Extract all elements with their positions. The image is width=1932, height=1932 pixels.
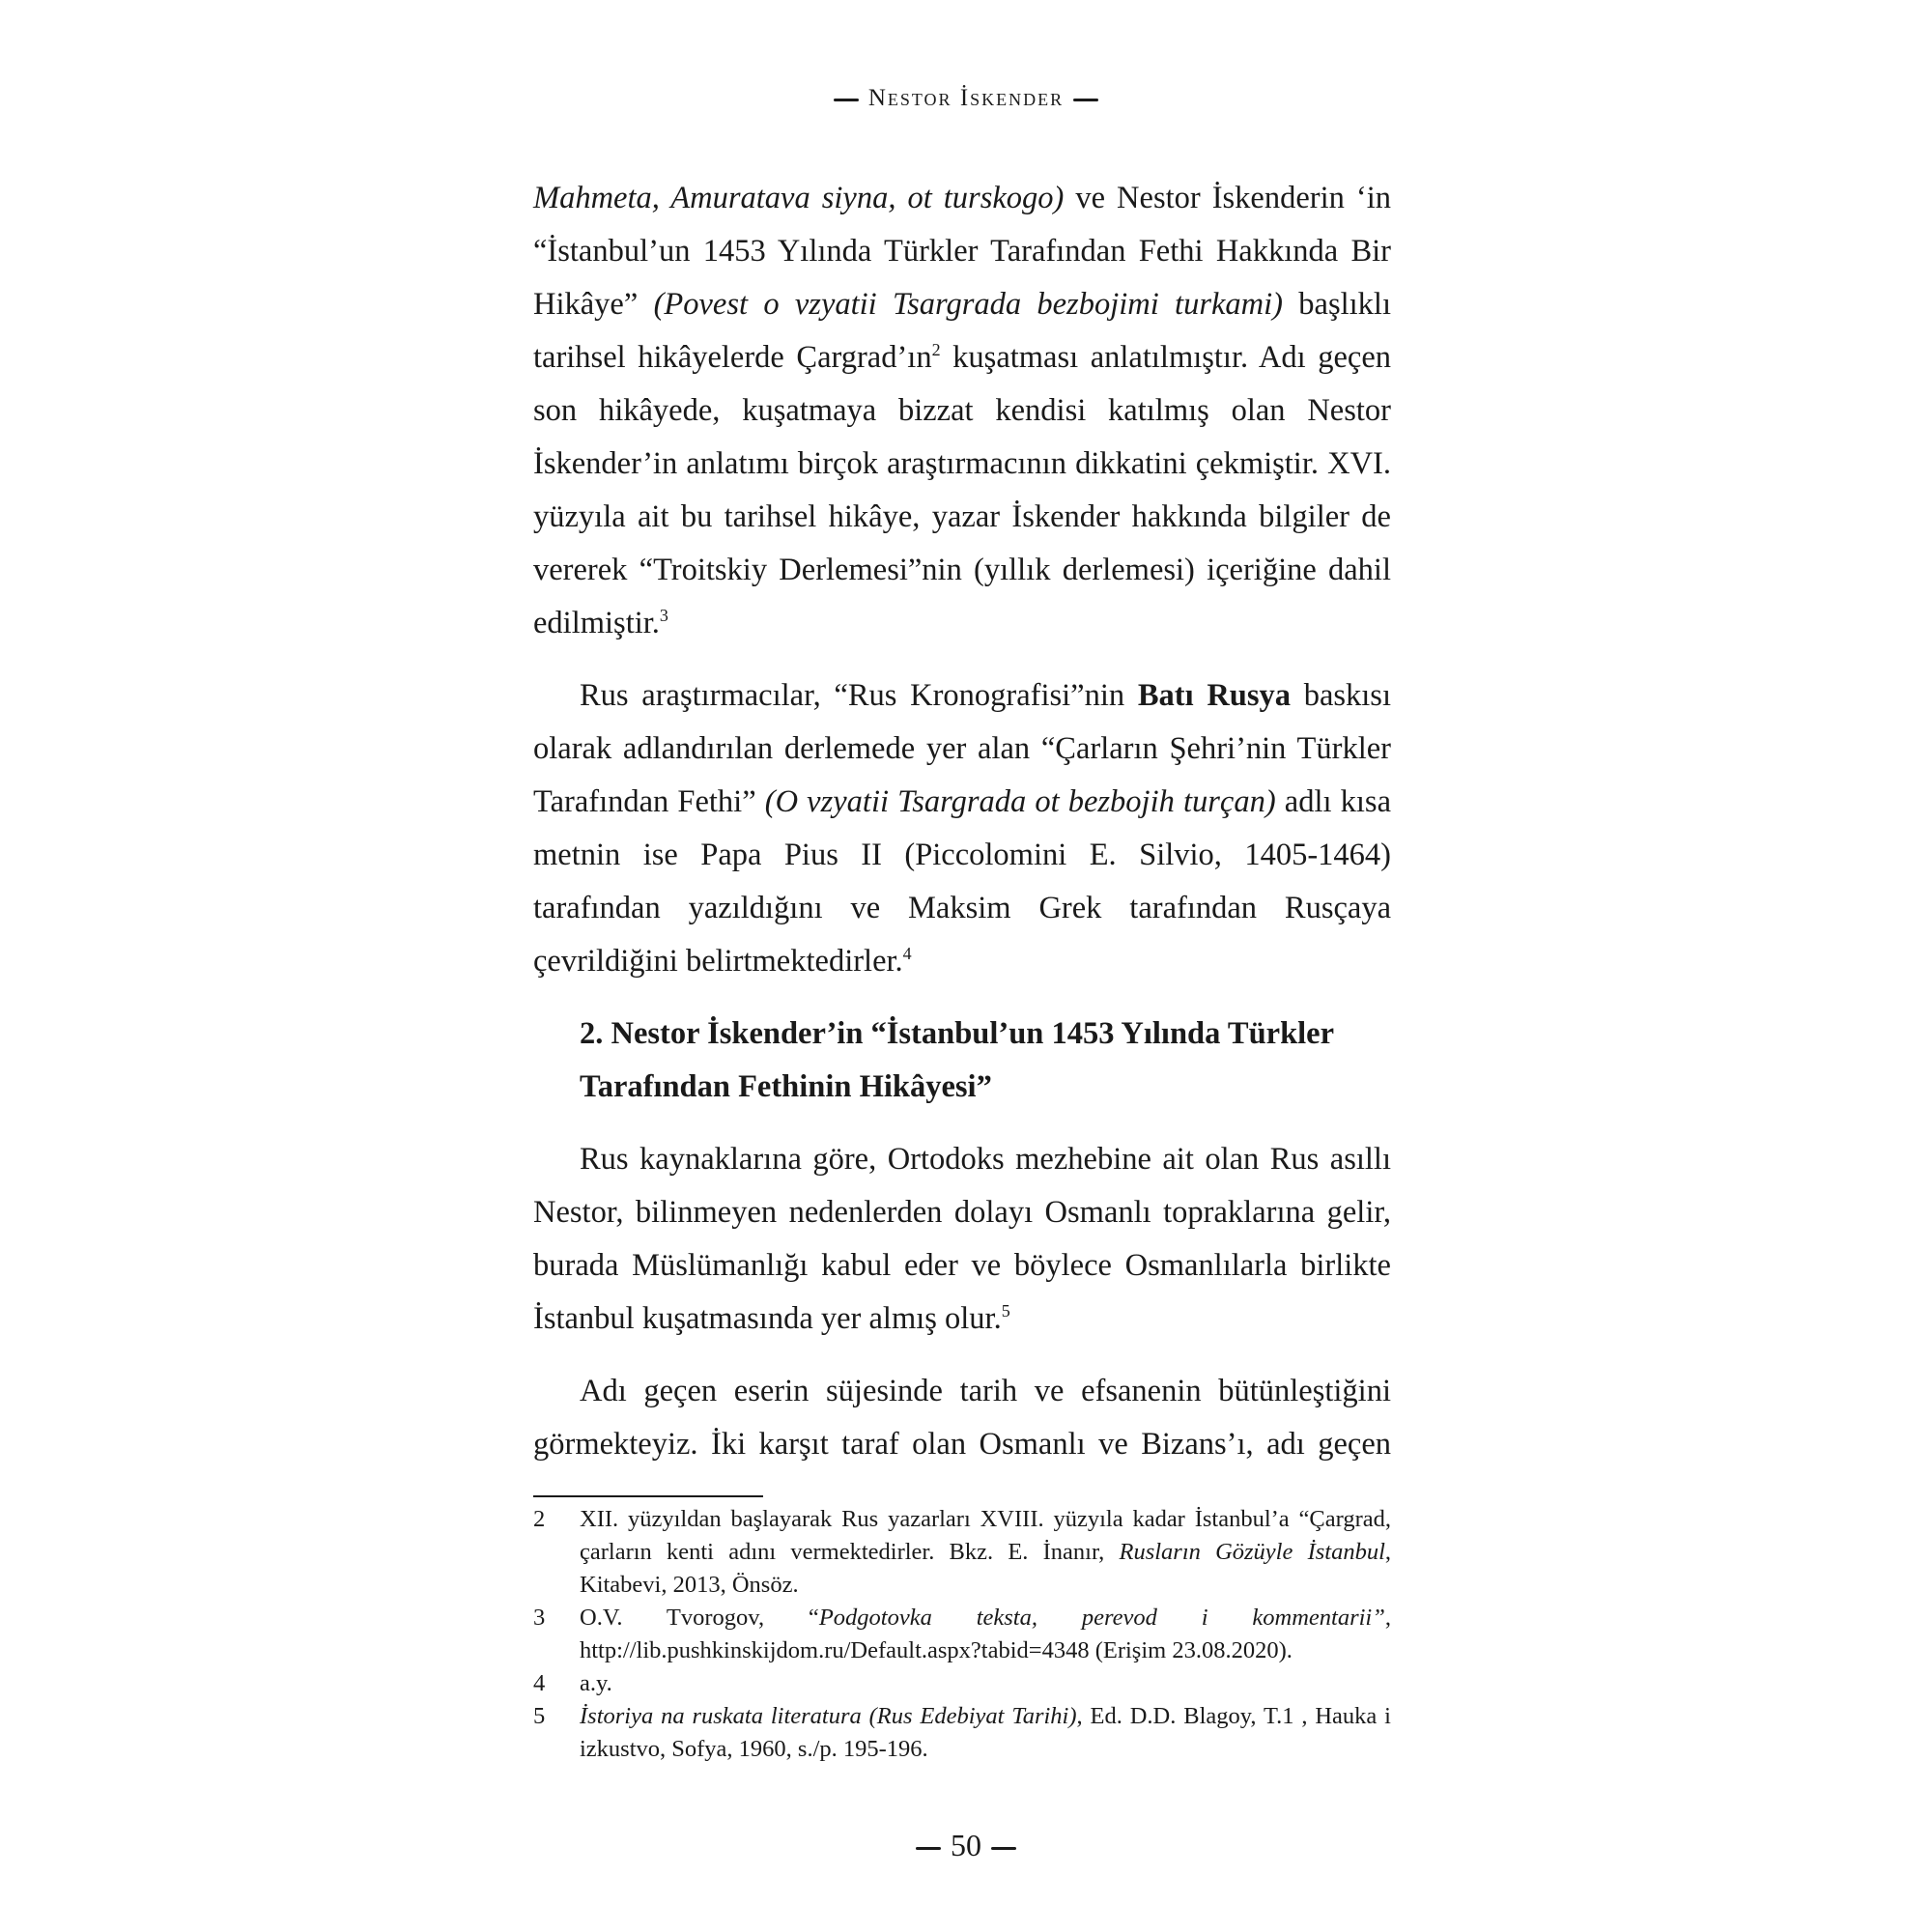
running-header bbox=[0, 85, 1932, 112]
ornament-dash-left bbox=[834, 99, 859, 101]
text: a.y. bbox=[580, 1670, 612, 1696]
body-text bbox=[533, 172, 1391, 1471]
ornament-dash-left bbox=[916, 1847, 941, 1850]
running-title: Nestor İskender bbox=[867, 85, 1065, 111]
footnote-number: 4 bbox=[533, 1670, 546, 1696]
footnote bbox=[533, 1700, 1391, 1766]
italic-title: (Povest o vzyatii Tsargrada bezbojimi turkami) bbox=[653, 287, 1283, 322]
footnote-text bbox=[580, 1667, 1391, 1700]
italic-title: Mahmeta, Amuratava siyna, ot turskogo) bbox=[533, 181, 1065, 215]
section-heading: 2. Nestor İskender’in “İstanbul’un 1453 Yılında Türkler Tarafından Fethinin Hikâyesi” bbox=[580, 1016, 1334, 1104]
text: Rus araştırmacılar, “Rus Kronografisi”nin bbox=[580, 678, 1138, 713]
paragraph-2 bbox=[533, 669, 1391, 988]
text: O.V. Tvorogov, “ bbox=[580, 1605, 819, 1631]
footnote bbox=[533, 1503, 1391, 1602]
footnote-text bbox=[580, 1503, 1391, 1602]
text: XII. yüzyıldan başlayarak Rus yazarları XVIII. yüzyıla kadar İstanbul’a “Çargrad, çarların kenti adını vermektedirler. Bkz. E. İnanır, bbox=[580, 1506, 1391, 1565]
paragraph-4 bbox=[533, 1365, 1391, 1471]
footnote-ref[interactable]: 2 bbox=[931, 340, 941, 360]
bold-term: Batı Rusya bbox=[1137, 678, 1292, 713]
text: baskısı olarak adlandırılan derlemede yer alan “Çarların Şehri’nin Türkler Tarafından Fethi” bbox=[533, 678, 1391, 819]
text: , Kitabevi, 2013, Önsöz. bbox=[580, 1539, 1391, 1598]
footnote bbox=[533, 1602, 1391, 1667]
text: Adı geçen eserin süjesinde tarih ve efsanenin bütünleştiğini görmekteyiz. İki karşıt taraf olan Osmanlı ve Bizans’ı, adı geçen bbox=[533, 1374, 1391, 1462]
footnote-ref[interactable]: 5 bbox=[1001, 1301, 1010, 1321]
text: Rus kaynaklarına göre, Ortodoks mezhebine ait olan Rus asıllı Nestor, bilinmeyen nedenlerden dolayı Osmanlı topraklarına gelir, burada Müslümanlığı kabul eder ve böylece Osmanlılarla birlikte İstanbul kuşatmasında yer almış olur. bbox=[533, 1142, 1391, 1336]
paragraph-1 bbox=[533, 172, 1391, 650]
footnote bbox=[533, 1667, 1391, 1700]
italic-title: Rusların Gözüyle İstanbul bbox=[1119, 1539, 1385, 1565]
text: kuşatması anlatılmıştır. Adı geçen son hikâyede, kuşatmaya bizzat kendisi katılmış olan Nestor İskender’in anlatımı birçok araştırmacının dikkatini çekmiştir. XVI. yüzyıla ait bu tarihsel hikâye, yazar İskender hakkında bilgiler de vererek “Troitskiy Derlemesi”nin (yıllık derlemesi) içeriğine dahil edilmiştir. bbox=[533, 340, 1392, 640]
footnotes bbox=[533, 1503, 1391, 1766]
page-number bbox=[0, 1828, 1932, 1863]
text: , Ed. D.D. Blagoy, T.1 , Hauka i izkustvo, Sofya, 1960, s./p. 195-196. bbox=[580, 1703, 1391, 1762]
text: adlı kısa metnin ise Papa Pius II (Piccolomini E. Silvio, 1405-1464) tarafından yazıldığını ve Maksim Grek tarafından Rusçaya çevrildiğini belirtmektedirler. bbox=[533, 784, 1391, 979]
text: , http://lib.pushkinskijdom.ru/Default.aspx?tabid=4348 (Erişim 23.08.2020). bbox=[580, 1605, 1391, 1663]
page-number-text: 50 bbox=[951, 1828, 981, 1862]
footnote-text bbox=[580, 1602, 1391, 1667]
text: başlıklı tarihsel hikâyelerde Çargrad’ın bbox=[533, 287, 1391, 375]
footnote-ref[interactable]: 4 bbox=[902, 944, 912, 964]
footnote-text bbox=[580, 1700, 1391, 1766]
text: ve Nestor İskenderin ‘in “İstanbul’un 1453 Yılında Türkler Tarafından Fethi Hakkında Bir Hikâye” bbox=[533, 181, 1391, 322]
italic-title: (O vzyatii Tsargrada ot bezbojih turçan) bbox=[764, 784, 1276, 819]
italic-title: Podgotovka teksta, perevod i kommentarii” bbox=[818, 1605, 1385, 1631]
footnote-divider bbox=[533, 1495, 763, 1497]
footnote-number: 5 bbox=[533, 1703, 546, 1729]
footnote-ref[interactable]: 3 bbox=[659, 606, 668, 626]
italic-title: İstoriya na ruskata literatura (Rus Edebiyat Tarihi) bbox=[580, 1703, 1077, 1729]
footnote-number: 3 bbox=[533, 1605, 546, 1631]
footnote-number: 2 bbox=[533, 1506, 546, 1532]
paragraph-3 bbox=[533, 1133, 1391, 1346]
ornament-dash-right bbox=[1073, 99, 1098, 101]
ornament-dash-right bbox=[991, 1847, 1016, 1850]
